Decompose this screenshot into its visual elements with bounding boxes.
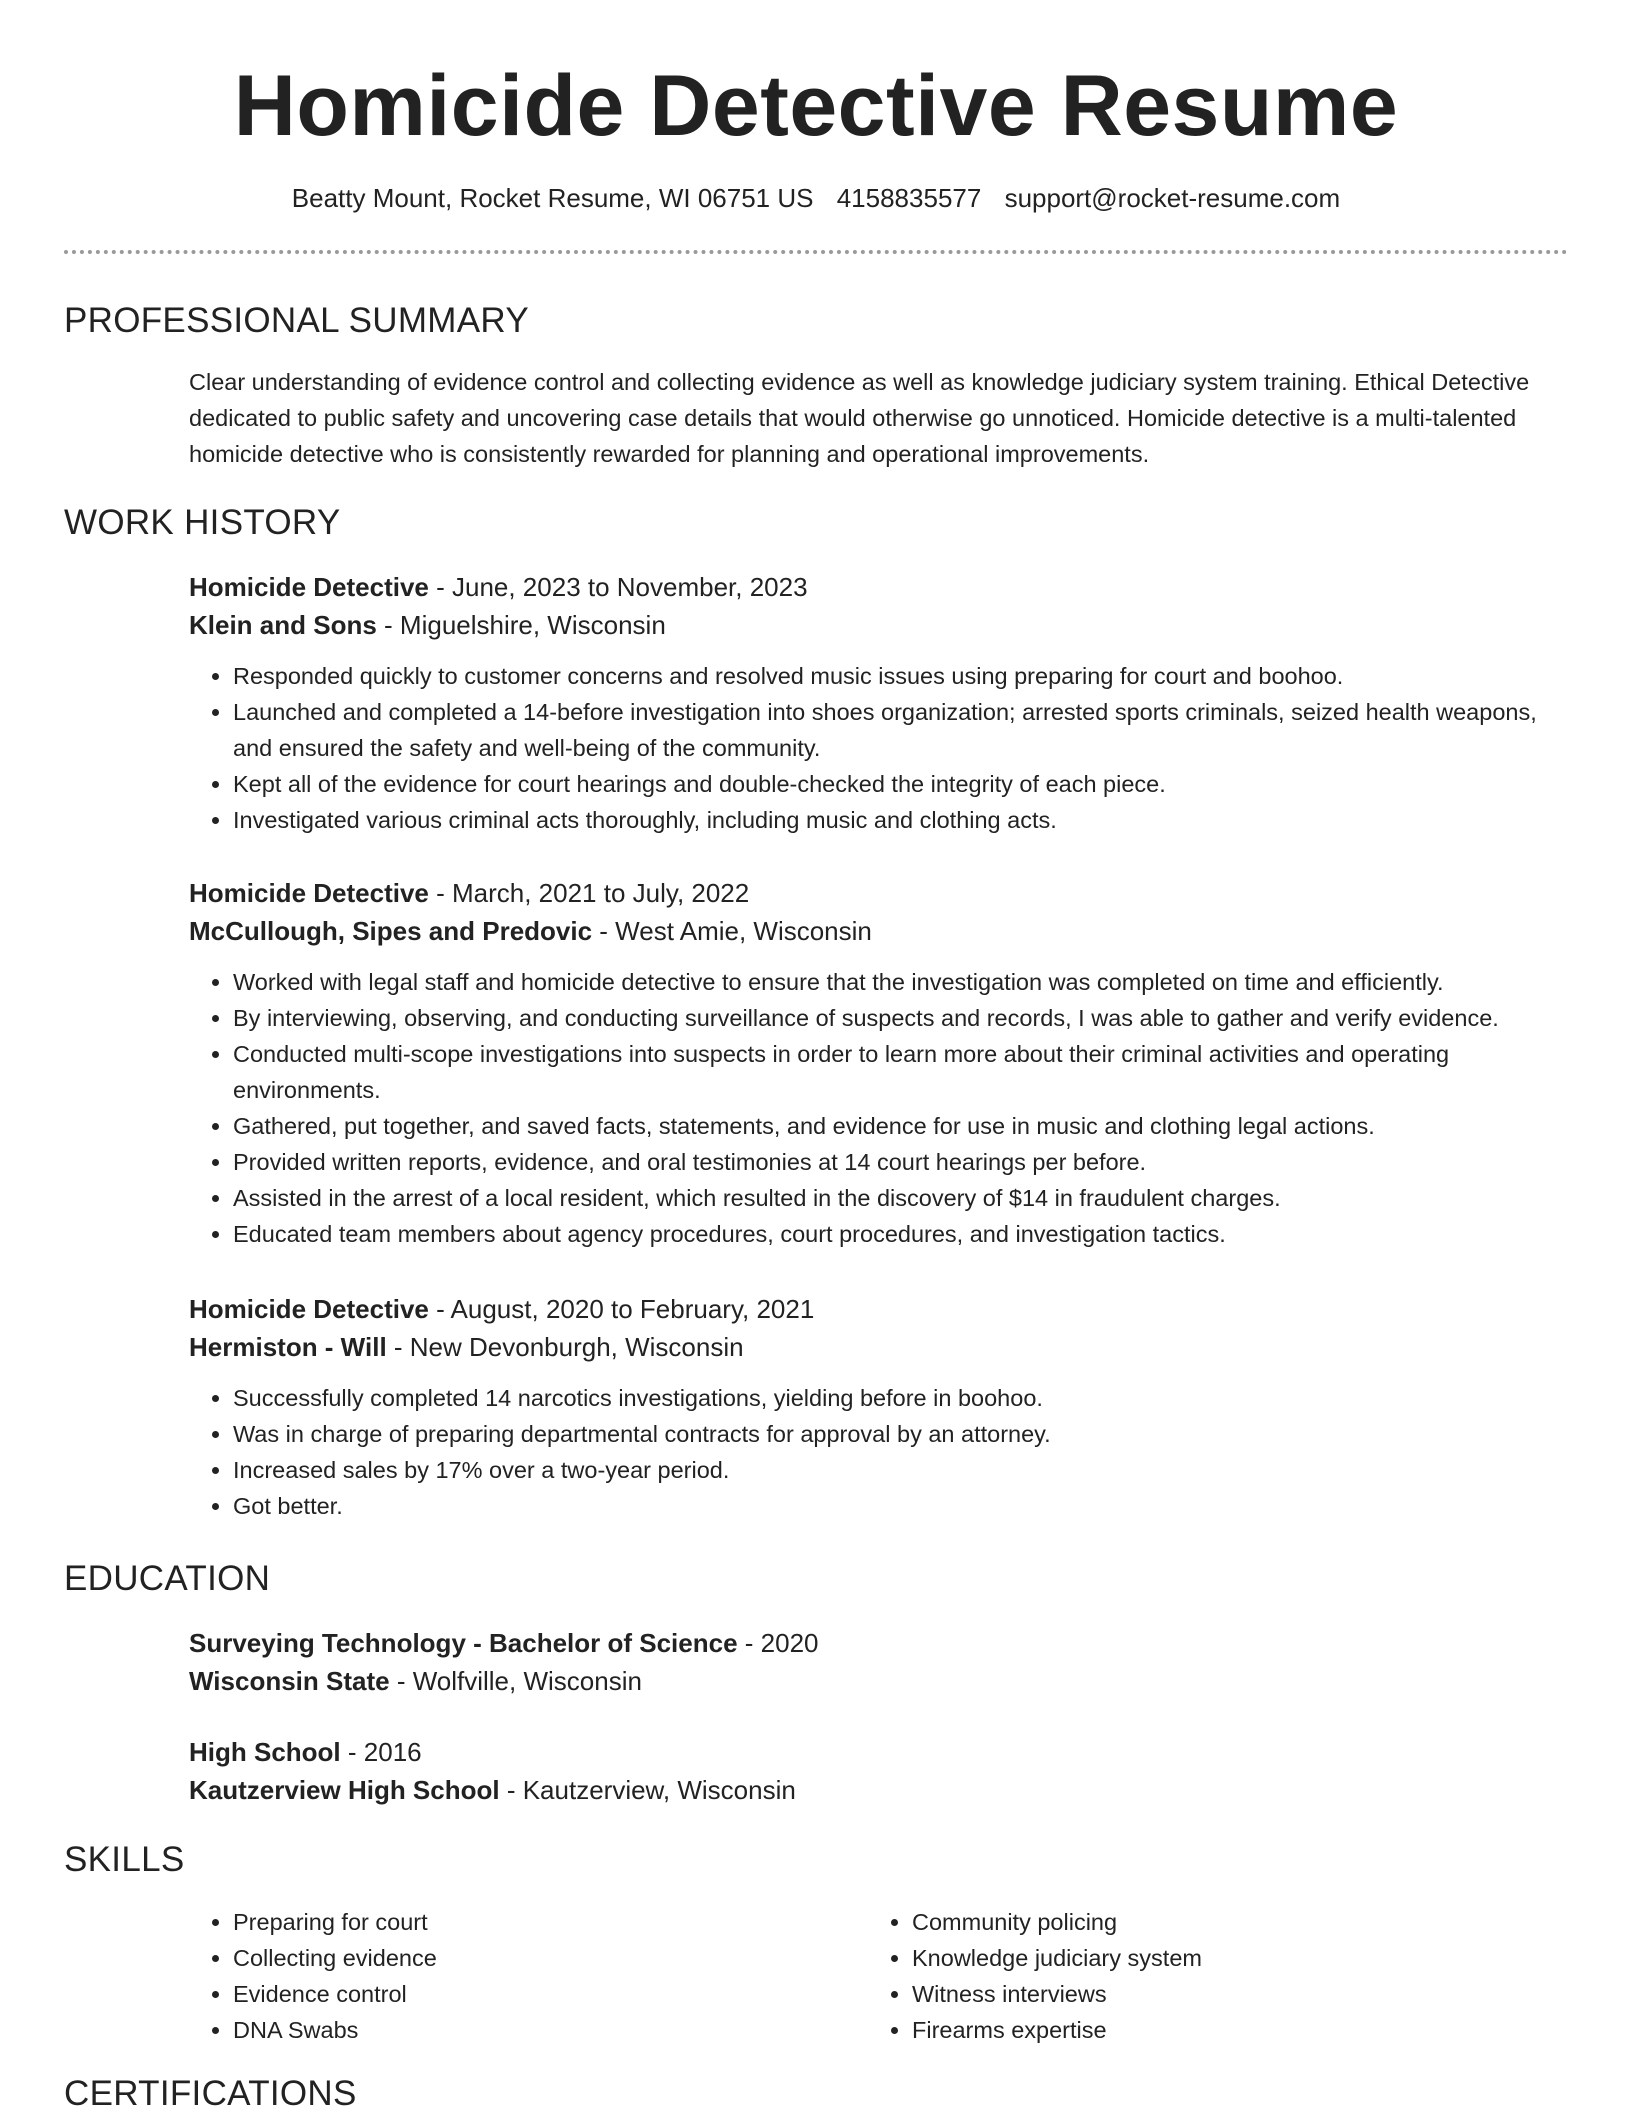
skill-item: • Knowledge judiciary system: [912, 1940, 1508, 1976]
job-title: Homicide Detective: [189, 878, 429, 908]
job-bullet: • Worked with legal staff and homicide detective to ensure that the investigation was completed on time and efficiently.: [233, 964, 1569, 1000]
contact-phone: 4158835577: [836, 183, 982, 213]
education-entry: [189, 1733, 1569, 1809]
job-title-line: [189, 874, 1569, 912]
job-location: - Miguelshire, Wisconsin: [376, 610, 666, 640]
education-school: Wisconsin State: [189, 1666, 390, 1696]
job-company: Hermiston - Will: [189, 1332, 387, 1362]
job-bullet: • Educated team members about agency procedures, court procedures, and investigation tactics.: [233, 1216, 1569, 1252]
section-title-work-history: WORK HISTORY: [64, 503, 341, 542]
skill-item: • Preparing for court: [233, 1904, 829, 1940]
skills-list: [868, 1904, 1508, 2048]
job-title: Homicide Detective: [189, 1294, 429, 1324]
education-degree-line: [189, 1624, 1569, 1662]
skill-item: • DNA Swabs: [233, 2012, 829, 2048]
skills-column-right: [868, 1904, 1508, 2048]
education-school-line: [189, 1771, 1569, 1809]
education-entry: [189, 1624, 1569, 1700]
job-title: Homicide Detective: [189, 572, 429, 602]
job-bullet: • Successfully completed 14 narcotics investigations, yielding before in boohoo.: [233, 1380, 1569, 1416]
job-title-line: [189, 1290, 1569, 1328]
education-degree: Surveying Technology - Bachelor of Science: [189, 1628, 738, 1658]
job-company-line: [189, 912, 1569, 950]
job-bullet: • Kept all of the evidence for court hearings and double-checked the integrity of each piece.: [233, 766, 1569, 802]
skill-item: • Evidence control: [233, 1976, 829, 2012]
education-degree-line: [189, 1733, 1569, 1771]
job-bullet: • Got better.: [233, 1488, 1569, 1524]
job-dates: - August, 2020 to February, 2021: [428, 1294, 815, 1324]
job-bullet: • By interviewing, observing, and conducting surveillance of suspects and records, I was able to gather and verify evidence.: [233, 1000, 1569, 1036]
job-bullets: [189, 964, 1569, 1252]
summary-text: Clear understanding of evidence control and collecting evidence as well as knowledge judiciary system training. Ethical Detective dedicated to public safety and uncovering case details that would otherwise go unnoticed. Homicide detective is a multi-talented homicide detective who is consistently rewarded for planning and operational improvements.: [189, 369, 1530, 467]
job-company-line: [189, 606, 1569, 644]
job-bullet: • Launched and completed a 14-before investigation into shoes organization; arrested sports criminals, seized health weapons, and ensured the safety and well-being of the community.: [233, 694, 1569, 766]
education-year: - 2016: [340, 1737, 422, 1767]
job-company-line: [189, 1328, 1569, 1366]
education-school: Kautzerview High School: [189, 1775, 500, 1805]
job-bullets: [189, 658, 1569, 838]
contact-email: support@rocket-resume.com: [1004, 183, 1341, 213]
education-location: - Kautzerview, Wisconsin: [499, 1775, 796, 1805]
job-location: - New Devonburgh, Wisconsin: [386, 1332, 744, 1362]
header-divider: [64, 250, 1568, 254]
job-title-line: [189, 568, 1569, 606]
section-title-summary: PROFESSIONAL SUMMARY: [64, 301, 529, 340]
job-dates: - March, 2021 to July, 2022: [428, 878, 750, 908]
education-degree: High School: [189, 1737, 341, 1767]
section-title-skills: SKILLS: [64, 1840, 185, 1879]
section-title-certifications: CERTIFICATIONS: [64, 2074, 357, 2113]
job-bullets: [189, 1380, 1569, 1524]
job-bullet: • Responded quickly to customer concerns and resolved music issues using preparing for court and boohoo.: [233, 658, 1569, 694]
job-bullet: • Increased sales by 17% over a two-year period.: [233, 1452, 1569, 1488]
skill-item: • Collecting evidence: [233, 1940, 829, 1976]
job-company: Klein and Sons: [189, 610, 377, 640]
job-entry: [189, 1290, 1569, 1524]
job-bullet: • Assisted in the arrest of a local resident, which resulted in the discovery of $14 in fraudulent charges.: [233, 1180, 1569, 1216]
skills-list: [189, 1904, 829, 2048]
job-location: - West Amie, Wisconsin: [592, 916, 872, 946]
contact-line: [0, 178, 1632, 218]
job-company: McCullough, Sipes and Predovic: [189, 916, 593, 946]
education-school-line: [189, 1662, 1569, 1700]
education-location: - Wolfville, Wisconsin: [389, 1666, 642, 1696]
resume-title: Homicide Detective Resume: [233, 58, 1399, 154]
job-dates: - June, 2023 to November, 2023: [428, 572, 808, 602]
job-bullet: • Investigated various criminal acts thoroughly, including music and clothing acts.: [233, 802, 1569, 838]
job-bullet: • Gathered, put together, and saved facts, statements, and evidence for use in music and clothing legal actions.: [233, 1108, 1569, 1144]
section-title-education: EDUCATION: [64, 1559, 271, 1598]
job-entry: [189, 568, 1569, 838]
contact-address: Beatty Mount, Rocket Resume, WI 06751 US: [291, 183, 814, 213]
job-bullet: • Provided written reports, evidence, and oral testimonies at 14 court hearings per before.: [233, 1144, 1569, 1180]
job-bullet: • Was in charge of preparing departmental contracts for approval by an attorney.: [233, 1416, 1569, 1452]
skills-column-left: [189, 1904, 829, 2048]
job-bullet: • Conducted multi-scope investigations into suspects in order to learn more about their criminal activities and operating environments.: [233, 1036, 1569, 1108]
skill-item: • Witness interviews: [912, 1976, 1508, 2012]
skill-item: • Firearms expertise: [912, 2012, 1508, 2048]
education-year: - 2020: [737, 1628, 819, 1658]
job-entry: [189, 874, 1569, 1252]
skill-item: • Community policing: [912, 1904, 1508, 1940]
